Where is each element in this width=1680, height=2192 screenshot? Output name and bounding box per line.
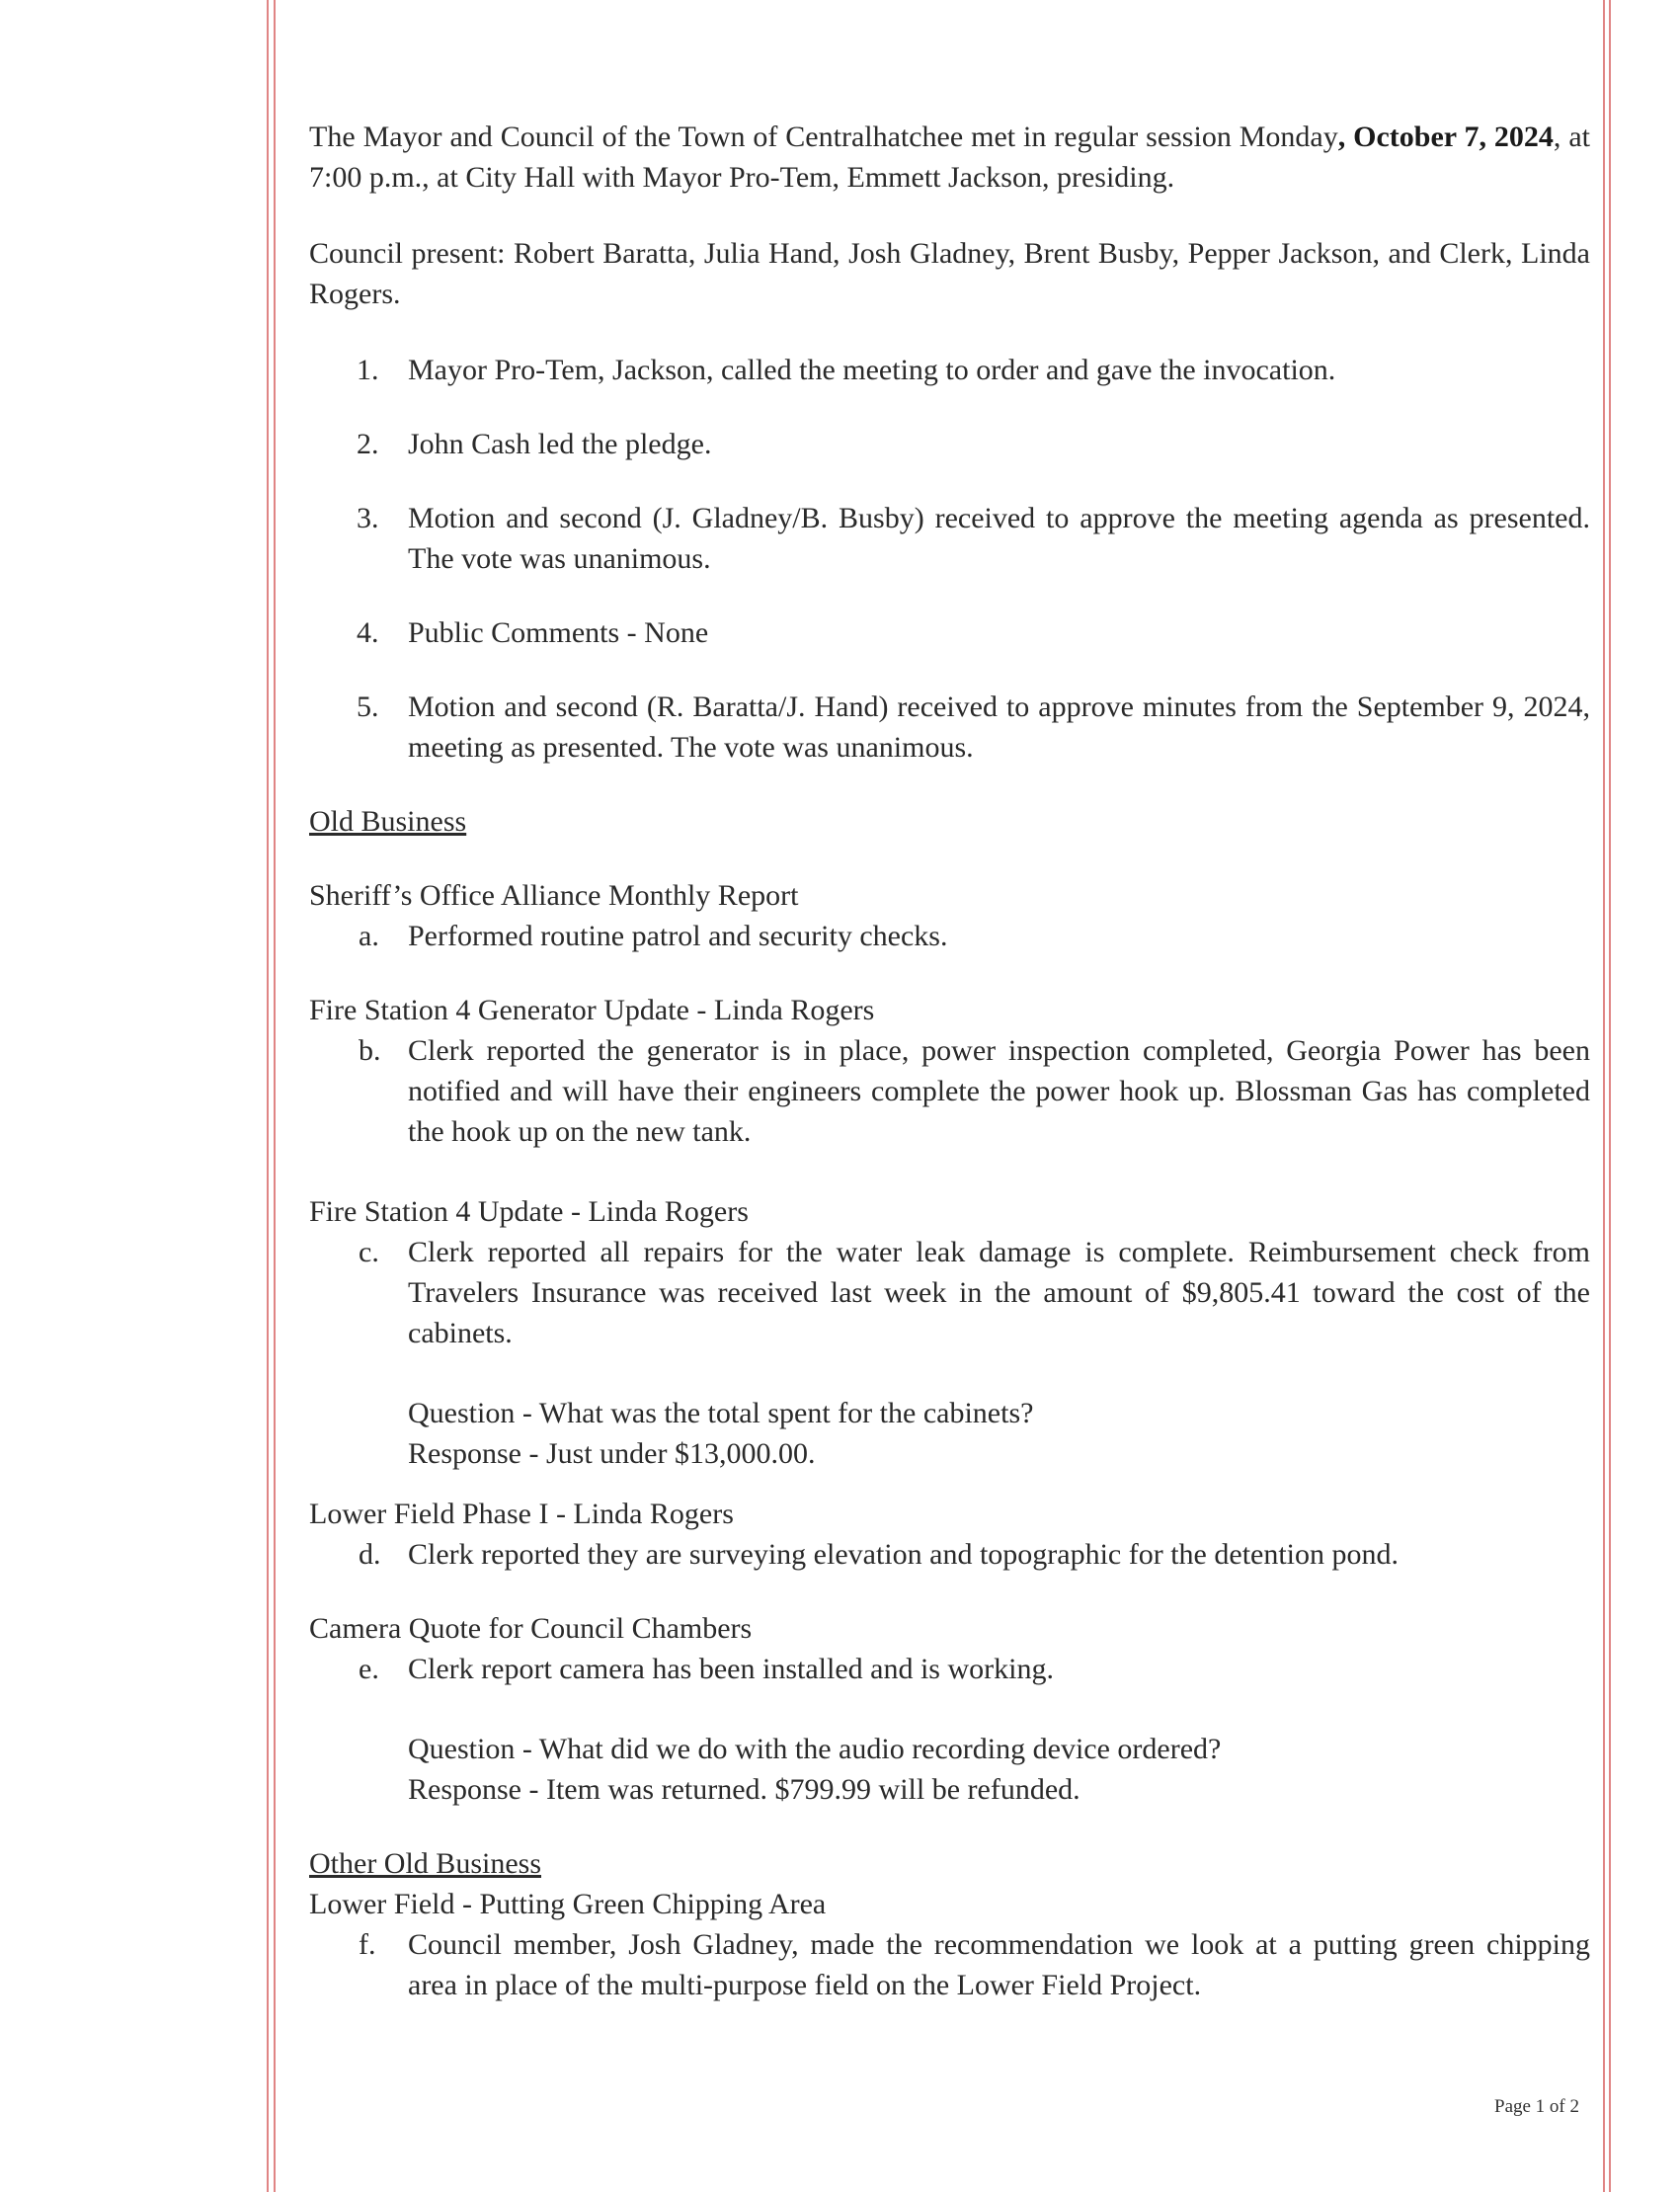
response-text: Response - Item was returned. $799.99 will be refunded.: [408, 1773, 1080, 1806]
agenda-item-5: [309, 687, 1590, 768]
agenda-item-1: [309, 350, 1590, 390]
council-present: Council present: Robert Baratta, Julia Hand, Josh Gladney, Brent Busby, Pepper Jackson, and Clerk, Linda Rogers.: [309, 237, 1590, 310]
item-text: Mayor Pro-Tem, Jackson, called the meeting to order and gave the invocation.: [408, 354, 1336, 386]
item-text: Council member, Josh Gladney, made the recommendation we look at a putting green chipping area in place of the multi-purpose field on the Lower Field Project.: [408, 1928, 1590, 2001]
document-body: [309, 117, 1590, 2005]
left-margin-line: [267, 0, 269, 2192]
item-letter: d.: [359, 1538, 381, 1571]
section-title-sheriff: Sheriff’s Office Alliance Monthly Report: [309, 879, 799, 912]
old-business-item-c: [309, 1232, 1590, 1353]
old-business-item-a: [309, 916, 1590, 956]
agenda-item-4: [309, 612, 1590, 653]
item-letter: f.: [359, 1928, 376, 1961]
question-text: Question - What did we do with the audio recording device ordered?: [408, 1733, 1222, 1765]
item-letter: c.: [359, 1236, 379, 1268]
intro-text-a: The Mayor and Council of the Town of Centralhatchee met in regular session Monday: [309, 121, 1338, 153]
item-number: 1.: [357, 354, 379, 386]
section-title-camera: Camera Quote for Council Chambers: [309, 1612, 753, 1645]
item-text: John Cash led the pledge.: [408, 428, 712, 460]
intro-text-b: , at 7:00 p.m., at City Hall with Mayor Pro-Tem, Emmett Jackson, presiding.: [309, 121, 1590, 194]
item-number: 2.: [357, 428, 379, 460]
meeting-date: , October 7, 2024: [1337, 121, 1554, 153]
left-margin-line-inner: [274, 0, 276, 2192]
section-title-putting-green: Lower Field - Putting Green Chipping Area: [309, 1888, 827, 1920]
question-text: Question - What was the total spent for the cabinets?: [408, 1397, 1034, 1429]
old-business-item-f: [309, 1924, 1590, 2005]
other-old-business-heading: Other Old Business: [309, 1847, 541, 1880]
item-text: Clerk reported the generator is in place, power inspection completed, Georgia Power has been notified and will have their engineers complete the power hook up. Blossman Gas has completed the hook up on the new tank.: [408, 1034, 1590, 1148]
item-text: Motion and second (J. Gladney/B. Busby) received to approve the meeting agenda as presented. The vote was unanimous.: [408, 502, 1590, 575]
item-number: 3.: [357, 502, 379, 534]
item-letter: a.: [359, 920, 379, 952]
item-text: Performed routine patrol and security checks.: [408, 920, 948, 952]
item-letter: b.: [359, 1034, 381, 1067]
agenda-item-3: [309, 498, 1590, 579]
old-business-heading: Old Business: [309, 805, 467, 838]
section-title-generator: Fire Station 4 Generator Update - Linda Rogers: [309, 994, 875, 1026]
agenda-item-2: [309, 424, 1590, 464]
item-text: Clerk reported all repairs for the water leak damage is complete. Reimbursement check from Travelers Insurance was received last week in the amount of $9,805.41 toward the cost of the cabinets.: [408, 1236, 1590, 1349]
right-margin-line: [1603, 0, 1605, 2192]
response-text: Response - Just under $13,000.00.: [408, 1437, 816, 1470]
item-number: 4.: [357, 616, 379, 649]
old-business-item-b: [309, 1030, 1590, 1152]
page-number: Page 1 of 2: [1494, 2096, 1580, 2117]
old-business-item-e: [309, 1649, 1590, 1689]
old-business-item-d: [309, 1534, 1590, 1575]
item-text: Clerk reported they are surveying elevation and topographic for the detention pond.: [408, 1538, 1400, 1571]
right-margin-line-outer: [1609, 0, 1611, 2192]
item-text: Public Comments - None: [408, 616, 709, 649]
item-text: Clerk report camera has been installed and is working.: [408, 1653, 1054, 1685]
section-title-lower-field: Lower Field Phase I - Linda Rogers: [309, 1498, 734, 1530]
item-text: Motion and second (R. Baratta/J. Hand) received to approve minutes from the September 9, 2024, meeting as presented. The vote was unanimous.: [408, 690, 1590, 764]
intro-paragraph: [309, 117, 1590, 198]
item-number: 5.: [357, 690, 379, 723]
section-title-fire-station: Fire Station 4 Update - Linda Rogers: [309, 1195, 749, 1228]
item-letter: e.: [359, 1653, 379, 1685]
